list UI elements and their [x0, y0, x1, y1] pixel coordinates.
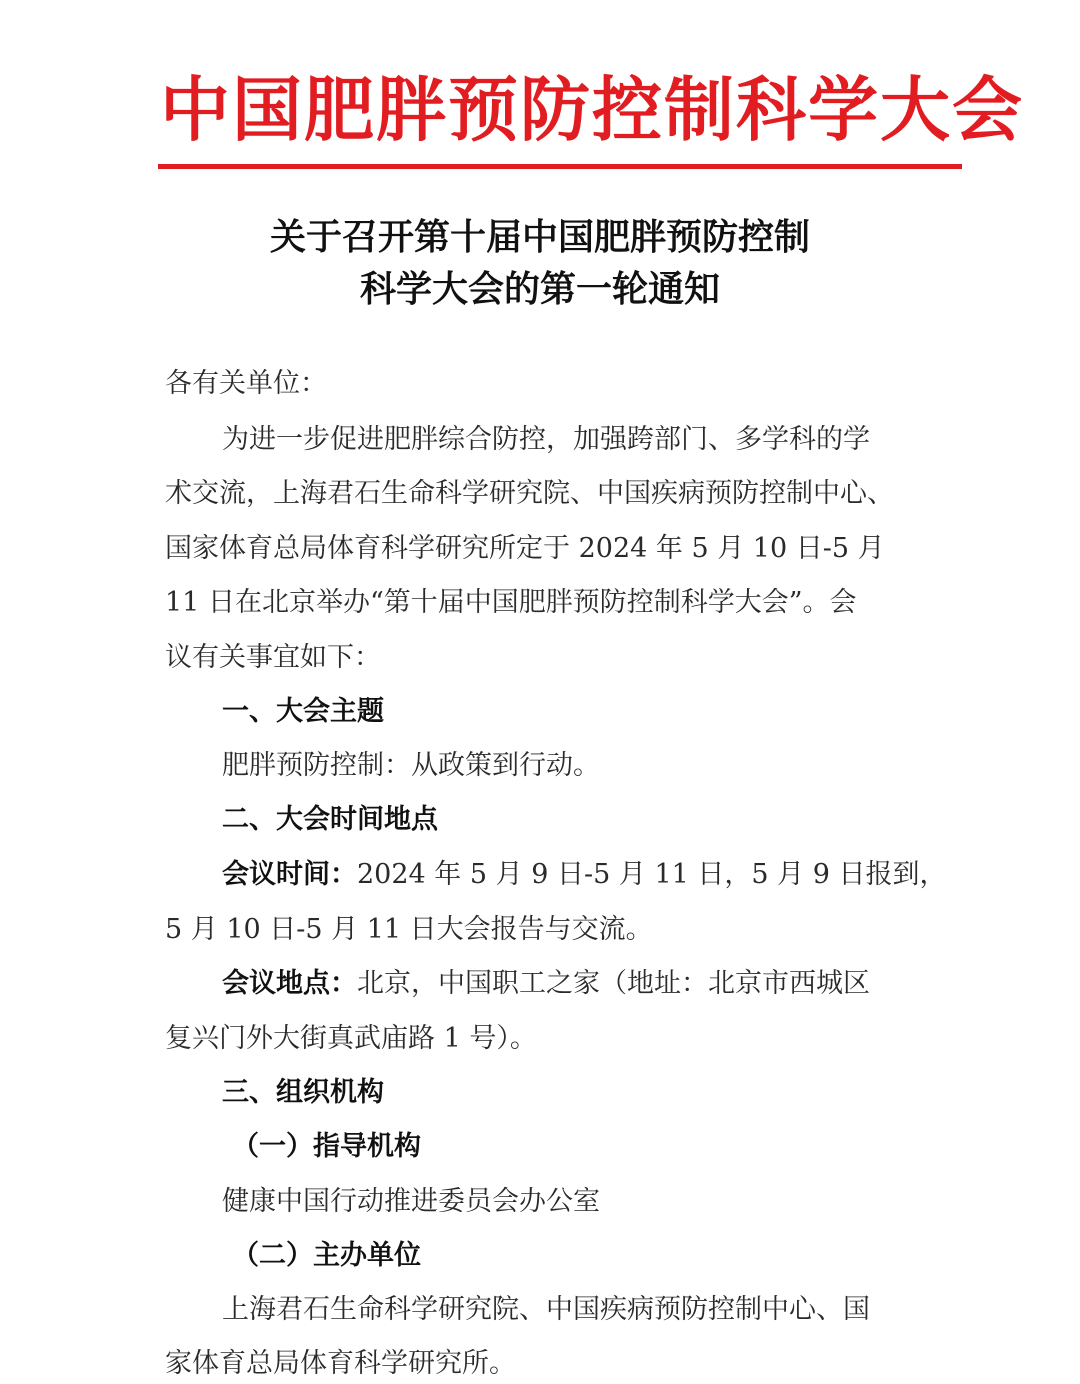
- intro-line-1: 为进一步促进肥胖综合防控，加强跨部门、多学科的学: [222, 424, 870, 455]
- meeting-place-value: 北京，中国职工之家（地址：北京市西城区: [357, 968, 870, 999]
- intro-line-5: 议有关事宜如下：: [165, 642, 381, 673]
- notice-title-line-1: 关于召开第十届中国肥胖预防控制: [269, 217, 810, 258]
- notice-title-line-2: 科学大会的第一轮通知: [359, 269, 720, 310]
- section-3-sub-1-heading: （一）指导机构: [232, 1131, 421, 1162]
- section-3-sub-2-line-2: 家体育总局体育科学研究所。: [165, 1348, 516, 1379]
- section-1-body: 肥胖预防控制：从政策到行动。: [222, 750, 600, 781]
- meeting-place-line-1: [222, 964, 982, 1004]
- intro-line-2: 术交流，上海君石生命科学研究院、中国疾病预防控制中心、: [165, 478, 894, 509]
- section-3-sub-2-line-1: 上海君石生命科学研究院、中国疾病预防控制中心、国: [222, 1294, 870, 1325]
- meeting-time-label: 会议时间：: [222, 859, 357, 890]
- section-3-heading: 三、组织机构: [222, 1077, 384, 1108]
- masthead-divider: [158, 164, 962, 169]
- section-3-sub-1-body: 健康中国行动推进委员会办公室: [222, 1186, 600, 1217]
- section-1-heading: 一、大会主题: [222, 696, 384, 727]
- meeting-time-line-1: [222, 855, 982, 895]
- intro-line-4: 11 日在北京举办“第十届中国肥胖预防控制科学大会”。会: [165, 587, 857, 618]
- meeting-place-line-2: 复兴门外大街真武庙路 1 号）。: [165, 1023, 537, 1054]
- salutation: 各有关单位：: [165, 368, 327, 399]
- meeting-time-value: 2024 年 5 月 9 日-5 月 11 日，5 月 9 日报到，: [357, 859, 947, 890]
- meeting-time-line-2: 5 月 10 日-5 月 11 日大会报告与交流。: [165, 914, 653, 945]
- section-2-heading: 二、大会时间地点: [222, 804, 438, 835]
- masthead-title: 中国肥胖预防控制科学大会: [160, 69, 1024, 151]
- section-3-sub-2-heading: （二）主办单位: [232, 1240, 421, 1271]
- intro-line-3: 国家体育总局体育科学研究所定于 2024 年 5 月 10 日-5 月: [165, 533, 885, 564]
- meeting-place-label: 会议地点：: [222, 968, 357, 999]
